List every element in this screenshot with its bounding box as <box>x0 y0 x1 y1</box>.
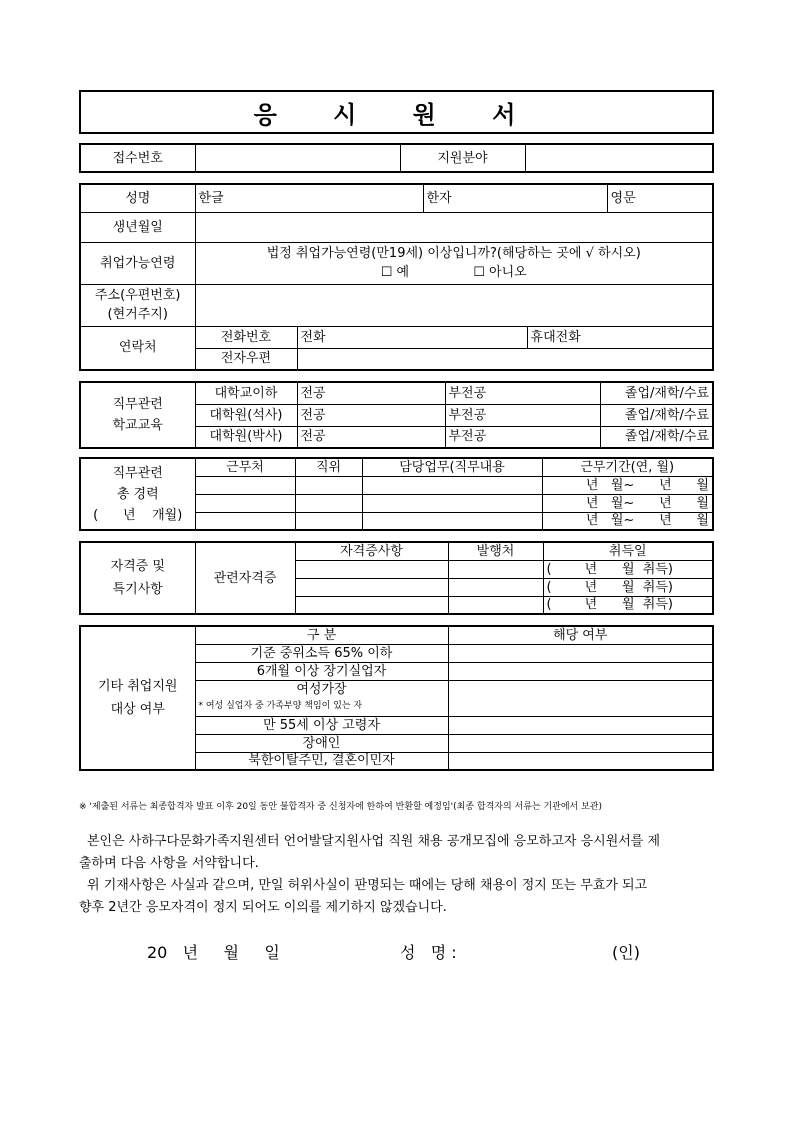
cert-name-field[interactable] <box>295 560 448 578</box>
cert-date[interactable]: ( 년 월 취득) <box>543 596 713 614</box>
pledge-line: 본인은 사하구다문화가족지원센터 언어발달지원사업 직원 채용 공개모집에 응모하고자 응시원서를 제 <box>87 834 661 849</box>
education-label <box>80 382 195 448</box>
receipt-number-label: 접수번호 <box>80 144 195 172</box>
cert-issuer-field[interactable] <box>448 560 543 578</box>
career-header-position: 직위 <box>295 458 362 476</box>
receipt-table <box>79 143 714 173</box>
application-field-input[interactable] <box>525 144 713 172</box>
cert-sub-label: 관련자격증 <box>195 542 295 614</box>
page-title: 응 시 원 서 <box>79 90 714 134</box>
cert-header-name: 자격증사항 <box>295 542 448 560</box>
birth-label: 생년월일 <box>80 212 195 242</box>
career-workplace-field[interactable] <box>195 512 295 530</box>
edu-minor[interactable]: 부전공 <box>445 382 600 404</box>
cert-label-1: 자격증 및 <box>110 559 165 574</box>
age-question: 법정 취업가능연령(만19세) 이상입니까?(해당하는 곳에 √ 하시오) <box>266 246 641 261</box>
support-applicable-field[interactable] <box>448 734 713 752</box>
pledge-line: 위 기재사항은 사실과 같으며, 만일 허위사실이 판명되는 때에는 당해 채용이 정지 또는 무효가 되고 <box>87 878 648 893</box>
career-header-period: 근무기간(연, 월) <box>542 458 713 476</box>
certificate-table <box>79 541 714 615</box>
career-header-duties: 담당업무(직무내용 <box>362 458 542 476</box>
support-item: 만 55세 이상 고령자 <box>195 716 448 734</box>
career-label-3: ( 년 개월) <box>93 507 183 523</box>
cert-issuer-field[interactable] <box>448 596 543 614</box>
edu-minor[interactable]: 부전공 <box>445 404 600 426</box>
education-label-2: 학교교육 <box>112 418 163 433</box>
support-item: 여성가장 <box>195 680 448 698</box>
career-workplace-field[interactable] <box>195 476 295 494</box>
email-label: 전자우편 <box>195 348 297 370</box>
signature-seal[interactable]: (인) <box>612 943 640 962</box>
support-header-type: 구 분 <box>195 626 448 644</box>
support-applicable-field[interactable] <box>448 680 713 716</box>
email-field[interactable] <box>297 348 713 370</box>
career-period[interactable]: 년 월~ 년 월 <box>542 476 713 494</box>
support-table <box>79 625 714 771</box>
support-item: 6개월 이상 장기실업자 <box>195 662 448 680</box>
pledge-line: 향후 2년간 응모자격이 정지 되어도 이의를 제기하지 않겠습니다. <box>79 900 447 915</box>
hanja-name-field[interactable]: 한자 <box>423 184 607 212</box>
edu-level: 대학교이하 <box>195 382 297 404</box>
cert-header-date: 취득일 <box>543 542 713 560</box>
no-checkbox[interactable]: ☐ 아니오 <box>473 265 527 280</box>
support-applicable-field[interactable] <box>448 644 713 662</box>
cert-label-2: 특기사항 <box>112 582 163 597</box>
edu-status[interactable]: 졸업/재학/수료 <box>600 426 713 448</box>
cert-header-issuer: 발행처 <box>448 542 543 560</box>
career-position-field[interactable] <box>295 512 362 530</box>
receipt-number-field[interactable] <box>195 144 400 172</box>
pledge-text <box>79 831 719 919</box>
english-name-field[interactable]: 영문 <box>607 184 713 212</box>
phone-field[interactable]: 전화 <box>297 326 527 348</box>
mobile-field[interactable]: 휴대전화 <box>527 326 713 348</box>
address-label <box>80 284 195 326</box>
age-label: 취업가능연령 <box>80 242 195 284</box>
career-label <box>80 458 195 530</box>
career-duties-field[interactable] <box>362 476 542 494</box>
cert-date[interactable]: ( 년 월 취득) <box>543 560 713 578</box>
yes-checkbox[interactable]: ☐ 예 <box>380 265 410 280</box>
career-duties-field[interactable] <box>362 494 542 512</box>
edu-major[interactable]: 전공 <box>297 382 445 404</box>
edu-level: 대학원(박사) <box>195 426 297 448</box>
contact-label: 연락처 <box>80 326 195 370</box>
signature-name-label: 성 명 : <box>400 943 457 962</box>
age-question-cell <box>195 242 713 284</box>
career-period[interactable]: 년 월~ 년 월 <box>542 512 713 530</box>
birth-field[interactable] <box>195 212 713 242</box>
support-item-note: * 여성 실업자 중 가족부양 책임이 있는 자 <box>195 698 448 716</box>
career-period[interactable]: 년 월~ 년 월 <box>542 494 713 512</box>
career-duties-field[interactable] <box>362 512 542 530</box>
edu-status[interactable]: 졸업/재학/수료 <box>600 382 713 404</box>
address-label-1: 주소(우편번호) <box>95 288 181 303</box>
application-field-label: 지원분야 <box>400 144 525 172</box>
address-field[interactable] <box>195 284 713 326</box>
support-item: 장애인 <box>195 734 448 752</box>
return-notice: ※ '제출된 서류는 최종합격자 발표 이후 20일 동안 불합격자 중 신청자에 한하여 반환할 예정임'(최종 합격자의 서류는 기관에서 보관) <box>79 802 602 812</box>
career-header-workplace: 근무처 <box>195 458 295 476</box>
cert-label <box>80 542 195 614</box>
education-label-1: 직무관련 <box>112 397 163 412</box>
support-label <box>80 626 195 770</box>
address-label-2: (현거주지) <box>107 307 168 322</box>
name-label: 성명 <box>80 184 195 212</box>
support-label-1: 기타 취업지원 <box>98 679 178 694</box>
edu-minor[interactable]: 부전공 <box>445 426 600 448</box>
support-label-2: 대상 여부 <box>110 702 165 717</box>
career-position-field[interactable] <box>295 476 362 494</box>
support-applicable-field[interactable] <box>448 752 713 770</box>
cert-name-field[interactable] <box>295 596 448 614</box>
support-header-applicable: 해당 여부 <box>448 626 713 644</box>
career-position-field[interactable] <box>295 494 362 512</box>
hangul-name-field[interactable]: 한글 <box>195 184 423 212</box>
edu-major[interactable]: 전공 <box>297 404 445 426</box>
edu-status[interactable]: 졸업/재학/수료 <box>600 404 713 426</box>
education-table <box>79 381 714 449</box>
cert-issuer-field[interactable] <box>448 578 543 596</box>
phone-label: 전화번호 <box>195 326 297 348</box>
career-label-1: 직무관련 <box>112 465 163 481</box>
career-label-2: 총 경력 <box>116 486 159 502</box>
personal-info-table <box>79 183 714 371</box>
edu-level: 대학원(석사) <box>195 404 297 426</box>
cert-date[interactable]: ( 년 월 취득) <box>543 578 713 596</box>
edu-major[interactable]: 전공 <box>297 426 445 448</box>
support-item: 북한이탈주민, 결혼이민자 <box>195 752 448 770</box>
career-table <box>79 457 714 531</box>
support-item: 기준 중위소득 65% 이하 <box>195 644 448 662</box>
career-workplace-field[interactable] <box>195 494 295 512</box>
support-applicable-field[interactable] <box>448 716 713 734</box>
signature-date[interactable]: 20 년 월 일 <box>147 943 280 962</box>
pledge-line: 출하며 다음 사항을 서약합니다. <box>79 856 259 871</box>
cert-name-field[interactable] <box>295 578 448 596</box>
support-applicable-field[interactable] <box>448 662 713 680</box>
